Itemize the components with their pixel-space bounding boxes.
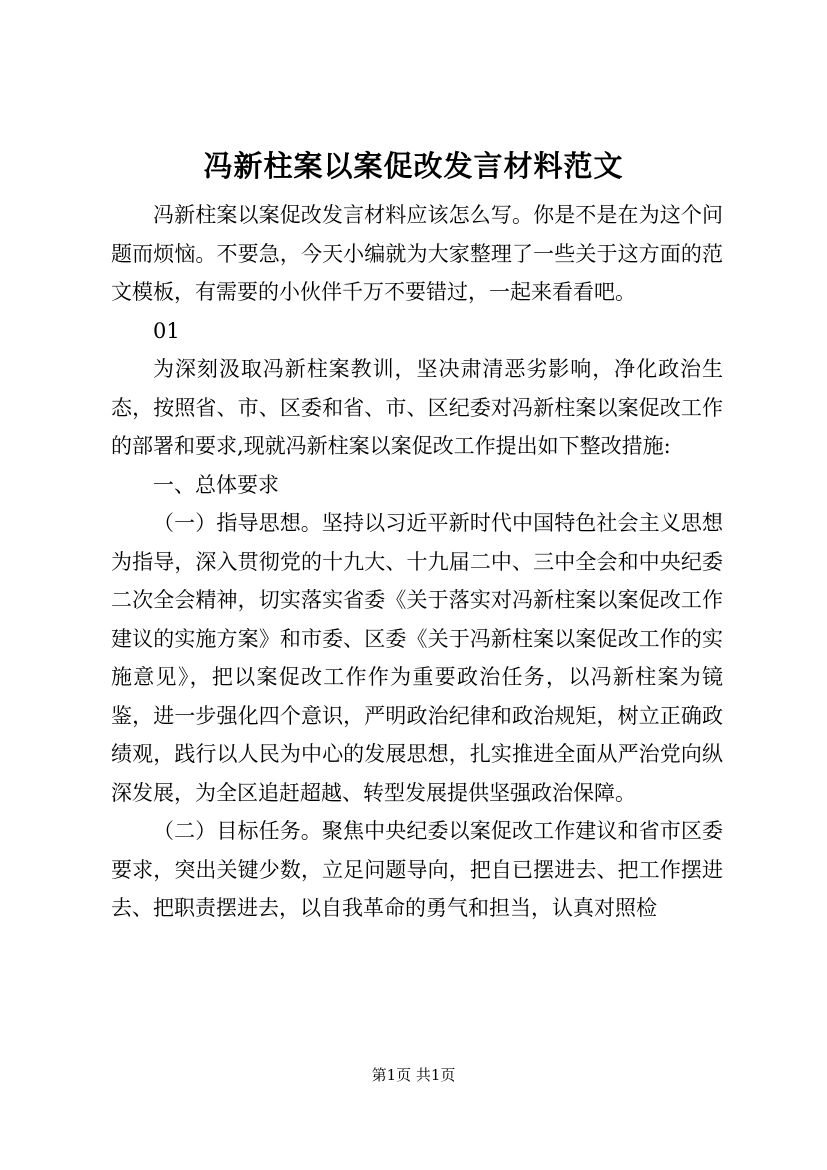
- paragraph-guiding-ideology: （一）指导思想。坚持以习近平新时代中国特色社会主义思想为指导，深入贯彻党的十九大、十九届二中、三中全会和中央纪委二次全会精神，切实落实省委《关于落实对冯新柱案以案促改工作建议的实施方案》和市委、区委《关于冯新柱案以案促改工作的实施意见》，把以案促改工作作为重要政治任务，以冯新柱案为镜鉴，进一步强化四个意识，严明政治纪律和政治规矩，树立正确政绩观，践行以人民为中心的发展思想，扎实推进全面从严治党向纵深发展，为全区追赶超越、转型发展提供坚强政治保障。: [111, 511, 723, 805]
- paragraph-goals-tasks: （二）目标任务。聚焦中央纪委以案促改工作建议和省市区委要求，突出关键少数，立足问题导向，把自已摆进去、把工作摆进去、把职责摆进去，以自我革命的勇气和担当，认真对照检: [111, 819, 723, 920]
- paragraph-section-number: 01: [153, 318, 180, 343]
- paragraph-purpose: 为深刻汲取冯新柱案教训，坚决肃清恶劣影响，净化政治生态，按照省、市、区委和省、市、区纪委对冯新柱案以案促改工作的部署和要求,现就冯新柱案以案促改工作提出如下整改措施:: [111, 357, 723, 458]
- section-heading-general-requirements: 一、总体要求: [153, 472, 279, 497]
- document-body: [111, 196, 723, 928]
- paragraph-intro: 冯新柱案以案促改发言材料应该怎么写。你是不是在为这个问题而烦恼。不要急，今天小编就为大家整理了一些关于这方面的范文模板，有需要的小伙伴千万不要错过，一起来看看吧。: [111, 203, 723, 304]
- page-number-footer: 第1页 共1页: [371, 1066, 456, 1084]
- document-title: 冯新柱案以案促改发言材料范文: [203, 149, 624, 183]
